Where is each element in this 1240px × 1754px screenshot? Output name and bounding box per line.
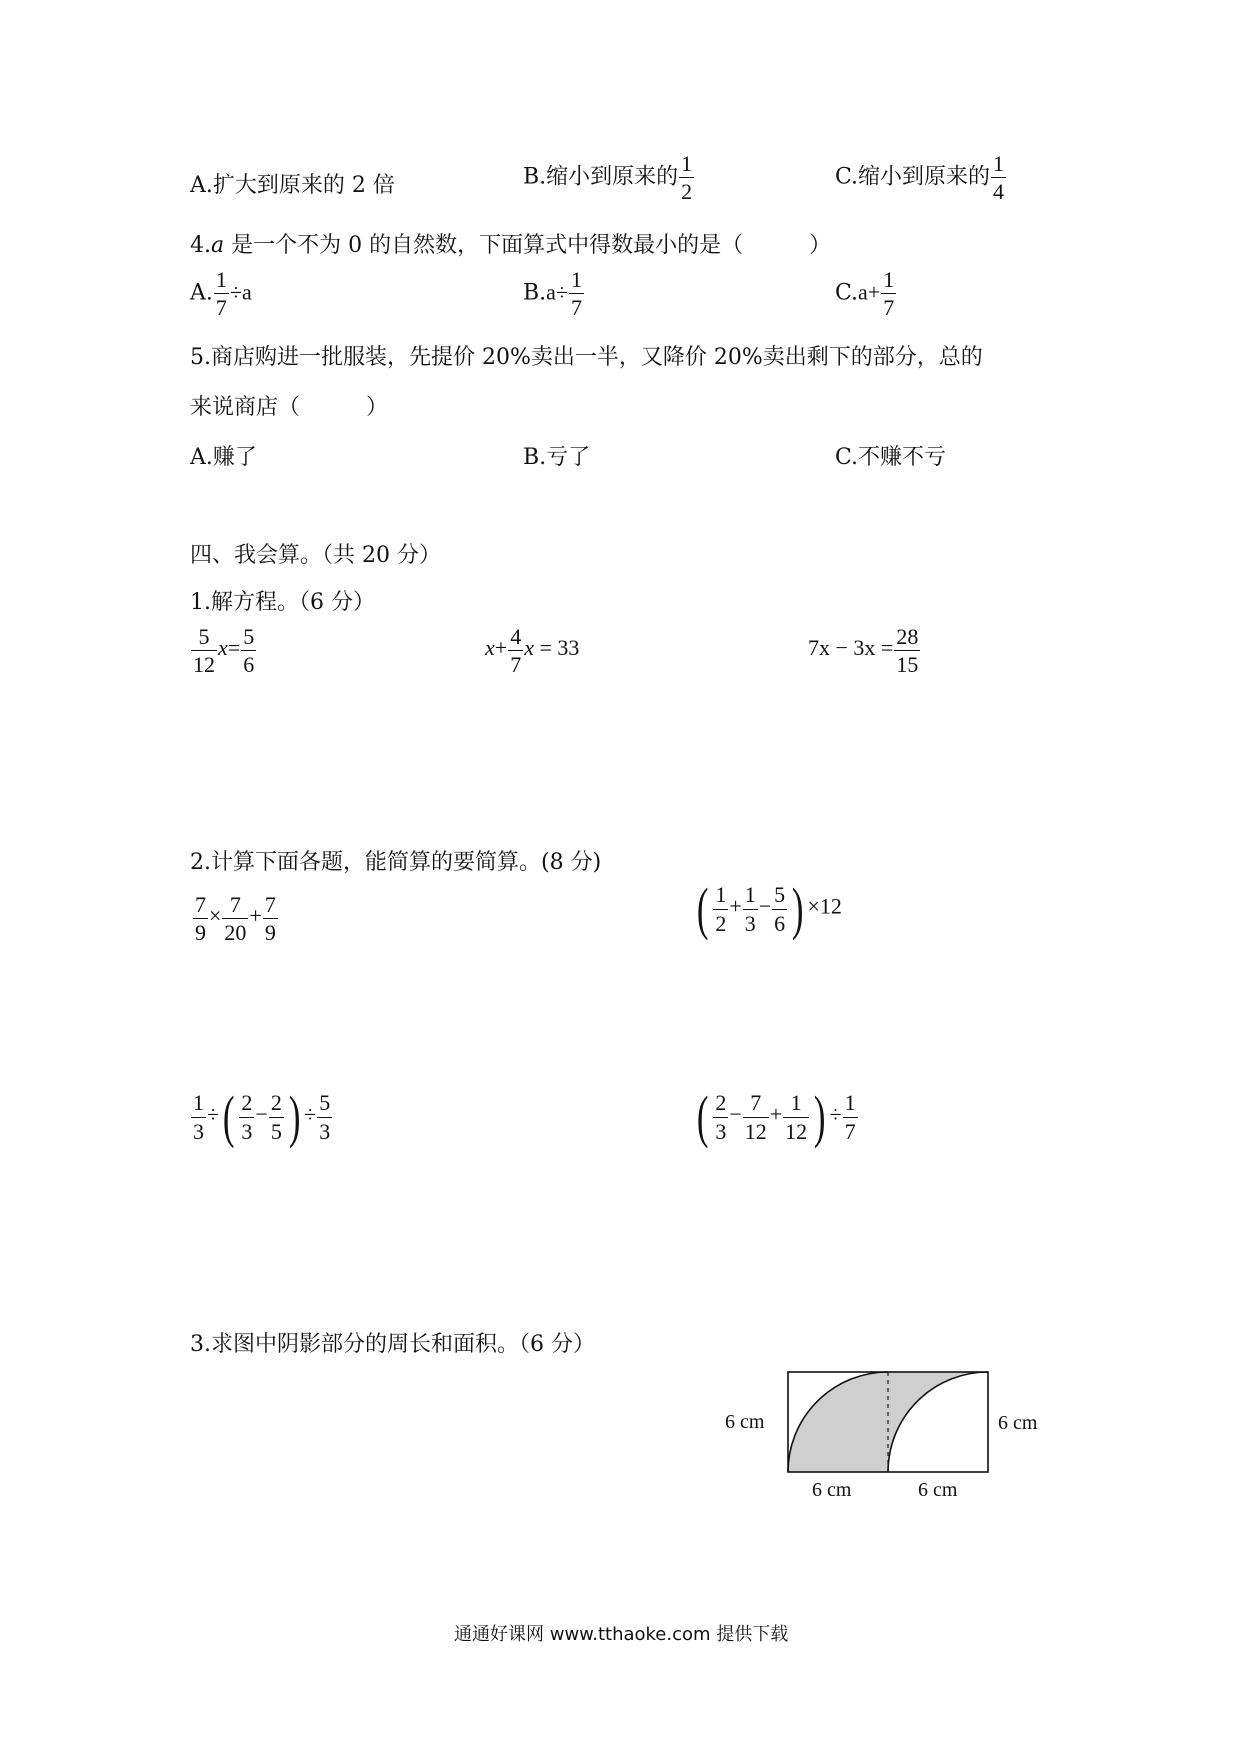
q4-stem: 4.a 是一个不为 0 的自然数，下面算式中得数最小的是（ ） xyxy=(190,233,832,258)
subsection-2-title: 2.计算下面各题，能简算的要简算。(8 分) xyxy=(190,850,602,875)
q3-option-c: C.缩小到原来的 $\frac{1}{4}$ xyxy=(835,151,1005,205)
equation-1: $\frac{5}{12}$ x= $\frac{5}{6}$ xyxy=(193,624,255,678)
equation-2: x+ $\frac{4}{7}$ x = 33 xyxy=(485,624,580,678)
footer-text: 通通好课网 www.tthaoke.com 提供下载 xyxy=(454,1624,789,1645)
q4-option-a: A. $\frac{1}{7}$ ÷a xyxy=(190,267,252,321)
q4-option-b: B.a÷ $\frac{1}{7}$ xyxy=(523,267,583,321)
fraction: $\frac{1}{4}$ xyxy=(993,151,1005,205)
q3-option-b: B.缩小到原来的 $\frac{1}{2}$ xyxy=(523,151,693,205)
q4-option-c: C.a+ $\frac{1}{7}$ xyxy=(835,267,895,321)
calc-expression-2: ( $\frac{1}{2}$ + $\frac{1}{3}$ − $\frac{5}{6}$ ) ×12 xyxy=(696,876,842,941)
subsection-1-title: 1.解方程。（6 分） xyxy=(190,590,375,615)
label-left: 6 cm xyxy=(725,1411,765,1433)
q5-option-b: B.亏了 xyxy=(523,445,591,470)
shaded-region-figure xyxy=(720,1355,1060,1515)
equation-3: 7x − 3x = $\frac{28}{15}$ xyxy=(808,624,919,678)
section-title: 四、我会算。（共 20 分） xyxy=(190,543,441,568)
label-right: 6 cm xyxy=(998,1412,1038,1434)
calc-expression-1: $\frac{7}{9}$ × $\frac{7}{20}$ + $\frac{7}{9}$ xyxy=(195,892,276,946)
subsection-3-title: 3.求图中阴影部分的周长和面积。（6 分） xyxy=(190,1332,595,1357)
fraction: $\frac{1}{2}$ xyxy=(681,151,693,205)
label-bottom-right: 6 cm xyxy=(918,1479,958,1501)
q5-option-c: C.不赚不亏 xyxy=(835,445,947,470)
calc-expression-4: ( $\frac{2}{3}$ − $\frac{7}{12}$ + $\frac{1}{12}$ ) ÷ $\frac{1}{7}$ xyxy=(696,1084,856,1149)
q3-option-a: A.扩大到原来的 2 倍 xyxy=(190,173,395,198)
q5-option-a: A.赚了 xyxy=(190,445,257,470)
calc-expression-3: $\frac{1}{3}$ ÷( $\frac{2}{3}$ − $\frac{2}{5}$ ) ÷ $\frac{5}{3}$ xyxy=(193,1084,331,1149)
q5-stem-line1: 5.商店购进一批服装，先提价 20%卖出一半，又降价 20%卖出剩下的部分，总的 xyxy=(190,345,983,370)
q5-stem-line2: 来说商店（ ） xyxy=(190,395,389,420)
label-bottom-left: 6 cm xyxy=(812,1479,852,1501)
